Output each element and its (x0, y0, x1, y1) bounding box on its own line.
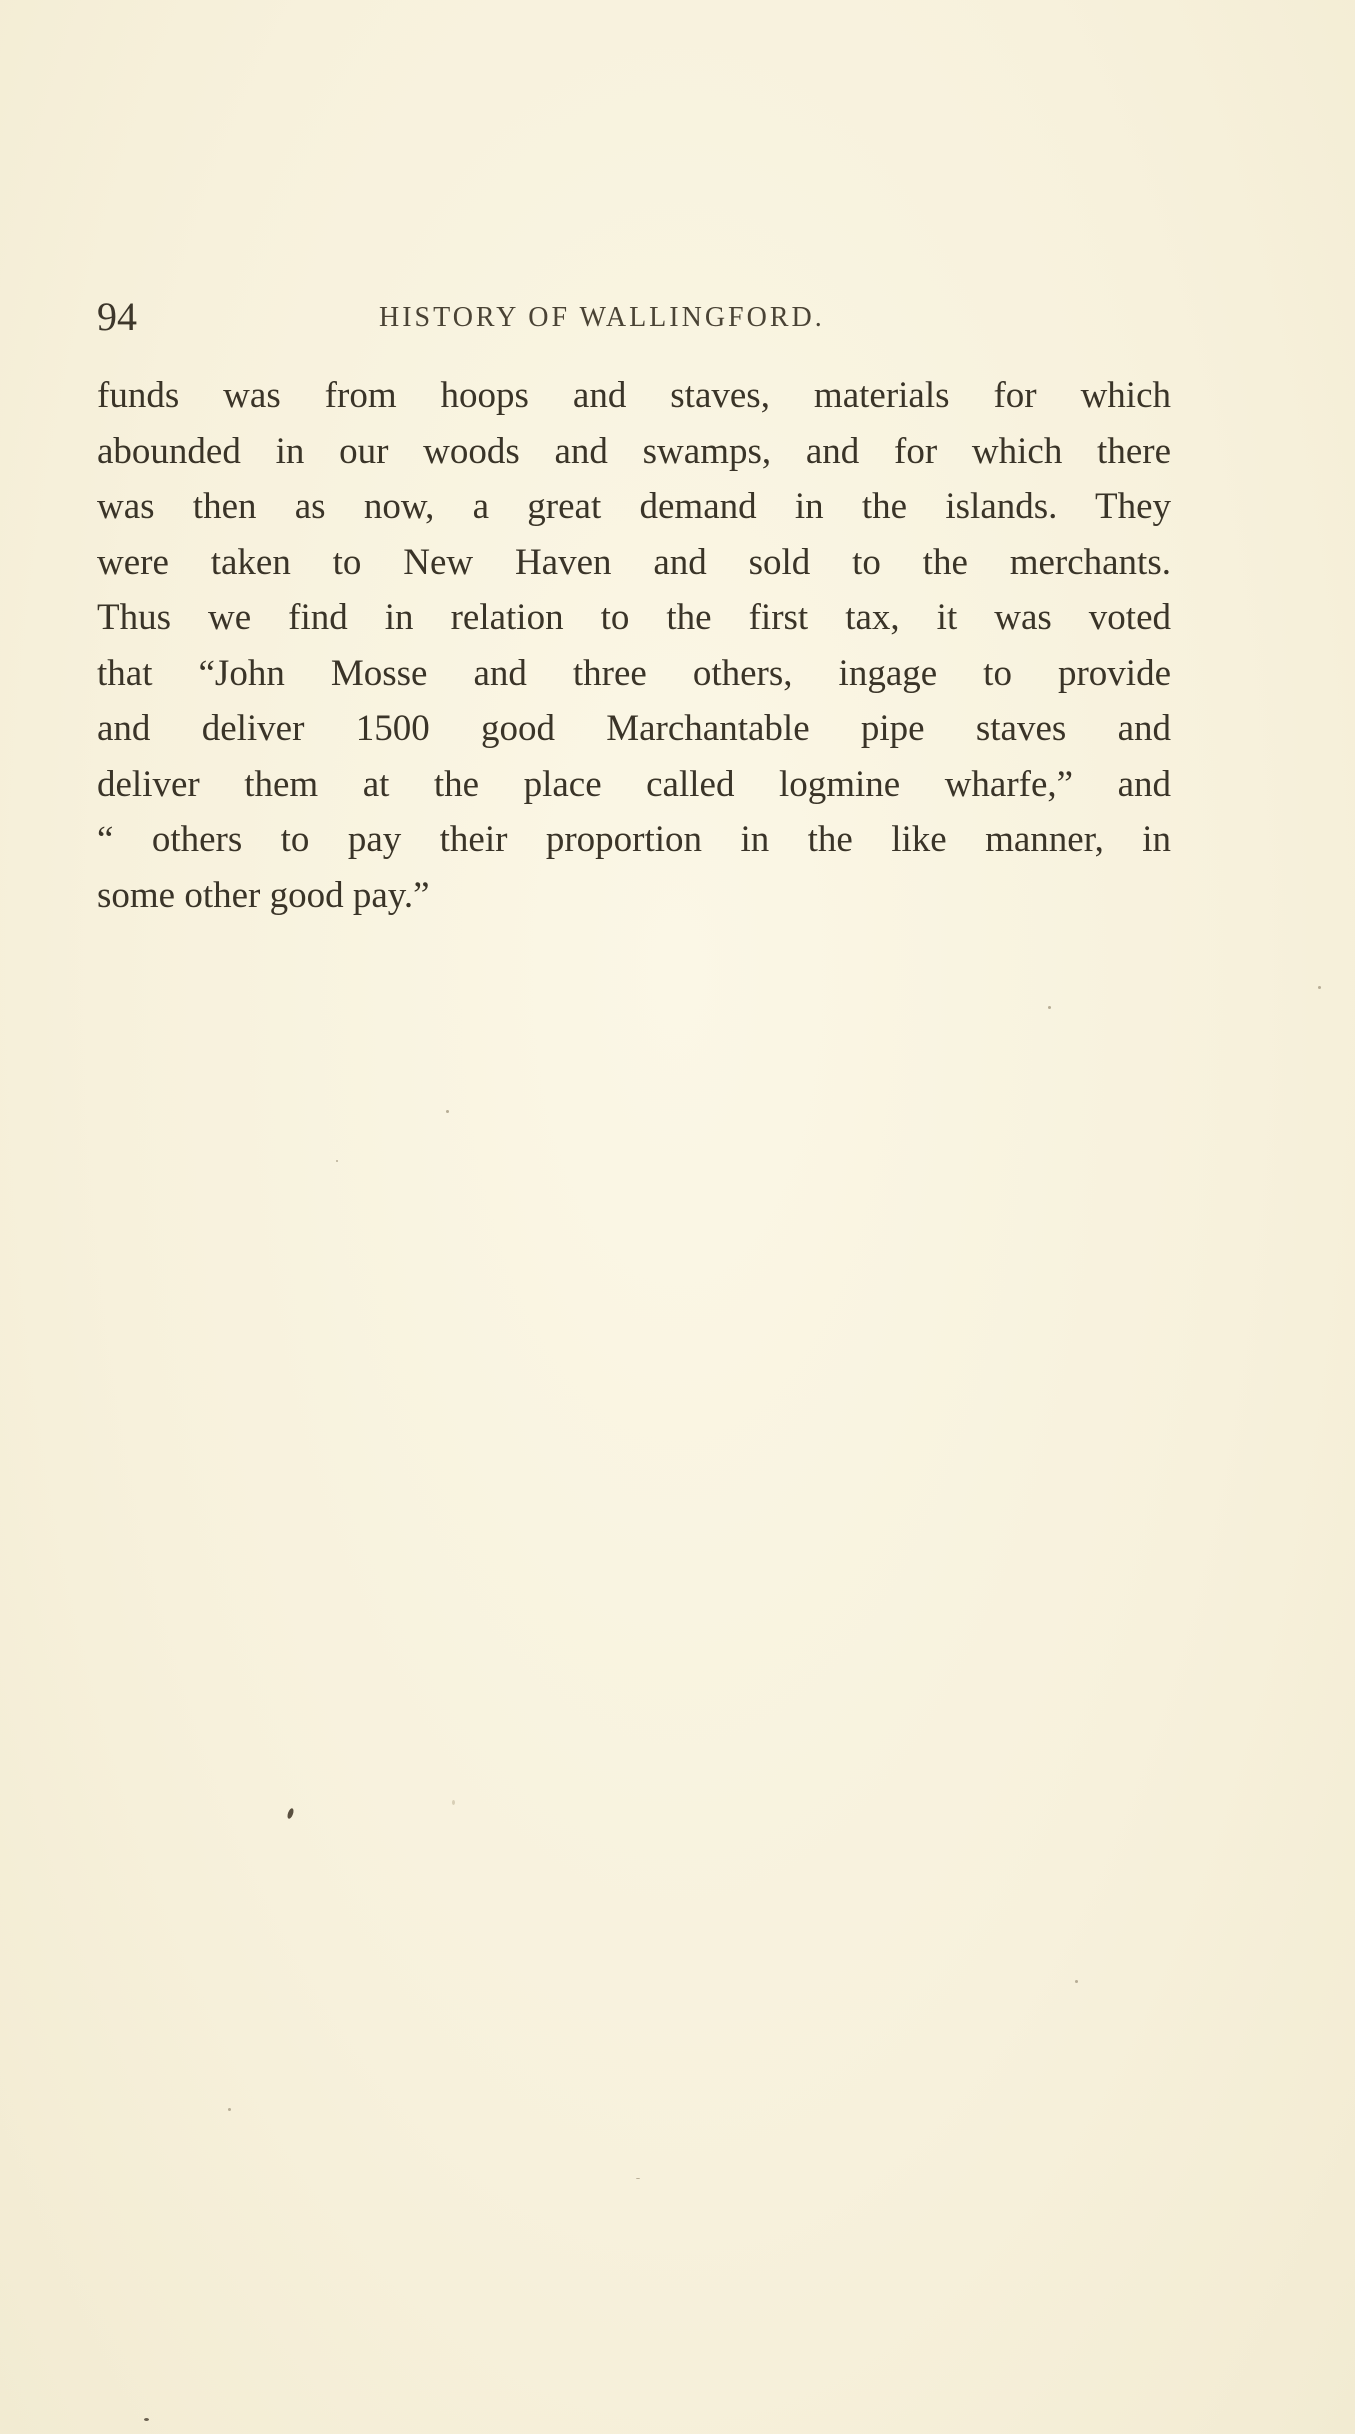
paper-speck (636, 2178, 640, 2179)
text-line: was then as now, a great demand in the islands. They (97, 486, 1171, 527)
text-line: Thus we find in relation to the first tax, it was voted (97, 597, 1171, 638)
paper-speck (1075, 1980, 1078, 1983)
paper-speck (452, 1800, 455, 1805)
paper-speck (446, 1110, 449, 1113)
paper-speck (1048, 1006, 1051, 1009)
paper-speck (1318, 986, 1321, 989)
page-number: 94 (97, 294, 137, 339)
text-line: and deliver 1500 good Marchantable pipe staves and (97, 708, 1171, 749)
text-line: funds was from hoops and staves, materials for which (97, 375, 1171, 416)
paper-speck (336, 1160, 338, 1162)
paper-speck (144, 2418, 149, 2421)
body-paragraph (97, 368, 1171, 923)
text-line: were taken to New Haven and sold to the merchants. (97, 541, 1171, 583)
text-line: some other good pay.” (97, 874, 430, 916)
paper-speck (228, 2108, 231, 2111)
text-line: abounded in our woods and swamps, and for which there (97, 430, 1171, 472)
paper-speck (286, 1807, 294, 1819)
running-head (97, 292, 1187, 342)
text-line: deliver them at the place called logmine wharfe,” and (97, 763, 1171, 805)
text-line: “ others to pay their proportion in the like manner, in (97, 819, 1171, 860)
text-line: that “John Mosse and three others, ingage to provide (97, 652, 1171, 694)
running-title: HISTORY OF WALLINGFORD. (379, 302, 825, 333)
